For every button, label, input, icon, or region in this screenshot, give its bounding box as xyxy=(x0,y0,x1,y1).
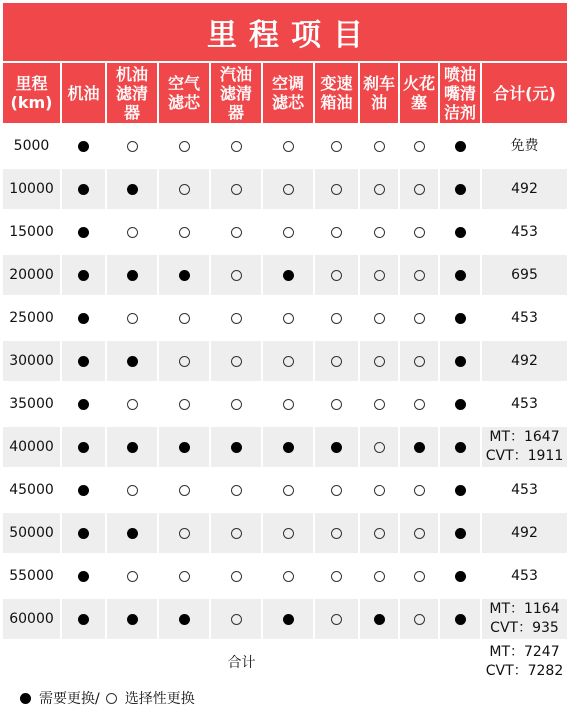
total-cell: 492 xyxy=(481,168,567,211)
hollow-circle-icon xyxy=(106,693,117,704)
item-cell xyxy=(210,125,262,168)
hollow-circle-icon xyxy=(283,356,294,367)
item-cell xyxy=(210,211,262,254)
item-cell xyxy=(210,469,262,512)
total-cell: 453 xyxy=(481,297,567,340)
filled-dot-icon xyxy=(78,485,89,496)
filled-dot-icon xyxy=(179,270,190,281)
item-cell xyxy=(61,512,106,555)
mileage-cell: 30000 xyxy=(3,340,61,383)
item-cell xyxy=(439,598,481,641)
filled-dot-icon xyxy=(455,356,466,367)
item-cell xyxy=(399,168,439,211)
hollow-circle-icon xyxy=(231,399,242,410)
item-cell xyxy=(61,211,106,254)
title-bar xyxy=(3,3,567,61)
filled-dot-icon xyxy=(455,270,466,281)
total-cell: 免费 xyxy=(481,125,567,168)
item-cell xyxy=(314,297,359,340)
table-body xyxy=(3,125,567,683)
item-cell xyxy=(158,168,210,211)
table-header-row xyxy=(3,63,567,125)
item-cell xyxy=(61,254,106,297)
table-row xyxy=(3,555,567,598)
item-cell xyxy=(439,555,481,598)
item-cell xyxy=(61,297,106,340)
hollow-circle-icon xyxy=(283,184,294,195)
legend xyxy=(20,688,195,708)
item-cell xyxy=(314,168,359,211)
item-cell xyxy=(439,125,481,168)
item-cell xyxy=(106,555,158,598)
item-cell xyxy=(262,211,314,254)
item-cell xyxy=(106,598,158,641)
mileage-cell: 25000 xyxy=(3,297,61,340)
hollow-circle-icon xyxy=(374,141,385,152)
header-cell: 空调 滤芯 xyxy=(262,63,314,125)
item-cell xyxy=(359,555,399,598)
total-cell: 492 xyxy=(481,340,567,383)
hollow-circle-icon xyxy=(374,184,385,195)
mileage-cell: 10000 xyxy=(3,168,61,211)
total-cell: 492 xyxy=(481,512,567,555)
header-cell: 里程 (km) xyxy=(3,63,61,125)
hollow-circle-icon xyxy=(374,227,385,238)
filled-dot-icon xyxy=(20,693,31,704)
item-cell xyxy=(439,469,481,512)
total-cell: 453 xyxy=(481,211,567,254)
item-cell xyxy=(359,469,399,512)
item-cell xyxy=(158,125,210,168)
hollow-circle-icon xyxy=(179,528,190,539)
hollow-circle-icon xyxy=(179,227,190,238)
item-cell xyxy=(399,340,439,383)
item-cell xyxy=(314,555,359,598)
hollow-circle-icon xyxy=(283,227,294,238)
item-cell xyxy=(210,254,262,297)
header-cell: 空气 滤芯 xyxy=(158,63,210,125)
total-cell: 695 xyxy=(481,254,567,297)
hollow-circle-icon xyxy=(374,356,385,367)
hollow-circle-icon xyxy=(414,356,425,367)
item-cell xyxy=(210,555,262,598)
item-cell xyxy=(61,340,106,383)
hollow-circle-icon xyxy=(374,485,385,496)
item-cell xyxy=(439,211,481,254)
total-cell: MT：1164 CVT：935 xyxy=(481,598,567,641)
item-cell xyxy=(359,125,399,168)
item-cell xyxy=(399,125,439,168)
table-row xyxy=(3,297,567,340)
hollow-circle-icon xyxy=(179,399,190,410)
mileage-cell: 15000 xyxy=(3,211,61,254)
item-cell xyxy=(399,297,439,340)
hollow-circle-icon xyxy=(231,614,242,625)
hollow-circle-icon xyxy=(179,184,190,195)
filled-dot-icon xyxy=(414,442,425,453)
hollow-circle-icon xyxy=(331,399,342,410)
table-row xyxy=(3,598,567,641)
filled-dot-icon xyxy=(374,614,385,625)
hollow-circle-icon xyxy=(179,571,190,582)
hollow-circle-icon xyxy=(414,571,425,582)
hollow-circle-icon xyxy=(374,313,385,324)
item-cell xyxy=(158,383,210,426)
item-cell xyxy=(61,168,106,211)
table-row xyxy=(3,125,567,168)
item-cell xyxy=(399,254,439,297)
filled-dot-icon xyxy=(78,141,89,152)
item-cell xyxy=(106,211,158,254)
item-cell xyxy=(314,426,359,469)
hollow-circle-icon xyxy=(231,270,242,281)
item-cell xyxy=(106,125,158,168)
filled-dot-icon xyxy=(127,614,138,625)
item-cell xyxy=(210,512,262,555)
item-cell xyxy=(359,211,399,254)
mileage-cell: 5000 xyxy=(3,125,61,168)
filled-dot-icon xyxy=(78,442,89,453)
hollow-circle-icon xyxy=(331,614,342,625)
hollow-circle-icon xyxy=(231,141,242,152)
item-cell xyxy=(359,426,399,469)
hollow-circle-icon xyxy=(231,528,242,539)
hollow-circle-icon xyxy=(231,227,242,238)
filled-dot-icon xyxy=(127,442,138,453)
item-cell xyxy=(106,297,158,340)
mileage-cell: 40000 xyxy=(3,426,61,469)
filled-dot-icon xyxy=(78,270,89,281)
hollow-circle-icon xyxy=(374,571,385,582)
hollow-circle-icon xyxy=(414,141,425,152)
item-cell xyxy=(262,598,314,641)
item-cell xyxy=(439,254,481,297)
item-cell xyxy=(314,469,359,512)
hollow-circle-icon xyxy=(127,313,138,324)
page-title: 里程项目 xyxy=(207,18,375,53)
hollow-circle-icon xyxy=(283,528,294,539)
hollow-circle-icon xyxy=(283,141,294,152)
item-cell xyxy=(439,383,481,426)
item-cell xyxy=(439,512,481,555)
filled-dot-icon xyxy=(78,227,89,238)
item-cell xyxy=(399,555,439,598)
mileage-cell: 55000 xyxy=(3,555,61,598)
item-cell xyxy=(314,254,359,297)
hollow-circle-icon xyxy=(374,528,385,539)
item-cell xyxy=(106,340,158,383)
filled-dot-icon xyxy=(78,399,89,410)
header-cell: 变速 箱油 xyxy=(314,63,359,125)
filled-dot-icon xyxy=(455,227,466,238)
header-cell: 机油 滤清 器 xyxy=(106,63,158,125)
hollow-circle-icon xyxy=(179,141,190,152)
item-cell xyxy=(210,598,262,641)
item-cell xyxy=(262,512,314,555)
item-cell xyxy=(106,426,158,469)
hollow-circle-icon xyxy=(231,184,242,195)
filled-dot-icon xyxy=(179,614,190,625)
item-cell xyxy=(106,383,158,426)
filled-dot-icon xyxy=(283,614,294,625)
item-cell xyxy=(262,125,314,168)
header-cell: 火花 塞 xyxy=(399,63,439,125)
filled-dot-icon xyxy=(455,571,466,582)
hollow-circle-icon xyxy=(231,313,242,324)
filled-dot-icon xyxy=(127,270,138,281)
hollow-circle-icon xyxy=(331,356,342,367)
item-cell xyxy=(61,555,106,598)
hollow-circle-icon xyxy=(127,399,138,410)
hollow-circle-icon xyxy=(414,270,425,281)
filled-dot-icon xyxy=(283,270,294,281)
filled-dot-icon xyxy=(78,571,89,582)
hollow-circle-icon xyxy=(331,184,342,195)
hollow-circle-icon xyxy=(374,399,385,410)
item-cell xyxy=(262,254,314,297)
filled-dot-icon xyxy=(179,442,190,453)
item-cell xyxy=(439,340,481,383)
hollow-circle-icon xyxy=(331,313,342,324)
hollow-circle-icon xyxy=(331,571,342,582)
hollow-circle-icon xyxy=(331,227,342,238)
item-cell xyxy=(262,340,314,383)
mileage-cell: 60000 xyxy=(3,598,61,641)
item-cell xyxy=(262,555,314,598)
filled-dot-icon xyxy=(455,399,466,410)
item-cell xyxy=(158,469,210,512)
mileage-cell: 50000 xyxy=(3,512,61,555)
item-cell xyxy=(314,211,359,254)
table-row xyxy=(3,383,567,426)
item-cell xyxy=(359,512,399,555)
hollow-circle-icon xyxy=(231,356,242,367)
table-row xyxy=(3,340,567,383)
item-cell xyxy=(210,340,262,383)
total-cell: MT：1647 CVT：1911 xyxy=(481,426,567,469)
table-row xyxy=(3,211,567,254)
filled-dot-icon xyxy=(455,184,466,195)
hollow-circle-icon xyxy=(231,571,242,582)
item-cell xyxy=(158,297,210,340)
item-cell xyxy=(262,383,314,426)
legend-optional-label: 选择性更换 xyxy=(124,691,195,707)
table-row xyxy=(3,512,567,555)
hollow-circle-icon xyxy=(127,571,138,582)
item-cell xyxy=(359,598,399,641)
hollow-circle-icon xyxy=(414,399,425,410)
item-cell xyxy=(399,211,439,254)
item-cell xyxy=(210,297,262,340)
header-cell: 机油 xyxy=(61,63,106,125)
summary-label: 合计 xyxy=(3,641,481,683)
item-cell xyxy=(106,254,158,297)
filled-dot-icon xyxy=(231,442,242,453)
header-cell: 合计(元) xyxy=(481,63,567,125)
header-cell: 汽油 滤清 器 xyxy=(210,63,262,125)
hollow-circle-icon xyxy=(231,485,242,496)
total-cell: 453 xyxy=(481,469,567,512)
filled-dot-icon xyxy=(455,442,466,453)
filled-dot-icon xyxy=(283,442,294,453)
item-cell xyxy=(106,469,158,512)
item-cell xyxy=(399,469,439,512)
hollow-circle-icon xyxy=(374,442,385,453)
filled-dot-icon xyxy=(78,313,89,324)
mileage-cell: 35000 xyxy=(3,383,61,426)
filled-dot-icon xyxy=(127,356,138,367)
total-cell: 453 xyxy=(481,383,567,426)
item-cell xyxy=(399,426,439,469)
item-cell xyxy=(262,297,314,340)
item-cell xyxy=(314,383,359,426)
item-cell xyxy=(61,383,106,426)
summary-total: MT：7247 CVT：7282 xyxy=(481,641,567,683)
item-cell xyxy=(399,512,439,555)
hollow-circle-icon xyxy=(127,485,138,496)
hollow-circle-icon xyxy=(414,227,425,238)
table-row xyxy=(3,469,567,512)
filled-dot-icon xyxy=(455,313,466,324)
filled-dot-icon xyxy=(455,528,466,539)
filled-dot-icon xyxy=(455,141,466,152)
item-cell xyxy=(158,340,210,383)
filled-dot-icon xyxy=(455,485,466,496)
item-cell xyxy=(314,340,359,383)
item-cell xyxy=(262,426,314,469)
item-cell xyxy=(106,512,158,555)
item-cell xyxy=(262,168,314,211)
item-cell xyxy=(210,383,262,426)
hollow-circle-icon xyxy=(127,227,138,238)
hollow-circle-icon xyxy=(179,356,190,367)
hollow-circle-icon xyxy=(414,184,425,195)
item-cell xyxy=(158,254,210,297)
hollow-circle-icon xyxy=(414,614,425,625)
mileage-cell: 45000 xyxy=(3,469,61,512)
filled-dot-icon xyxy=(127,184,138,195)
hollow-circle-icon xyxy=(283,571,294,582)
item-cell xyxy=(158,426,210,469)
item-cell xyxy=(210,168,262,211)
hollow-circle-icon xyxy=(283,313,294,324)
filled-dot-icon xyxy=(127,528,138,539)
item-cell xyxy=(106,168,158,211)
item-cell xyxy=(359,340,399,383)
hollow-circle-icon xyxy=(414,313,425,324)
item-cell xyxy=(399,598,439,641)
item-cell xyxy=(439,426,481,469)
hollow-circle-icon xyxy=(331,528,342,539)
hollow-circle-icon xyxy=(331,485,342,496)
hollow-circle-icon xyxy=(331,141,342,152)
item-cell xyxy=(359,168,399,211)
hollow-circle-icon xyxy=(374,270,385,281)
table-row xyxy=(3,168,567,211)
item-cell xyxy=(61,125,106,168)
item-cell xyxy=(359,383,399,426)
legend-required-label: 需要更换/ xyxy=(39,691,100,707)
hollow-circle-icon xyxy=(179,485,190,496)
item-cell xyxy=(61,598,106,641)
hollow-circle-icon xyxy=(179,313,190,324)
filled-dot-icon xyxy=(78,614,89,625)
item-cell xyxy=(359,297,399,340)
hollow-circle-icon xyxy=(331,270,342,281)
item-cell xyxy=(158,555,210,598)
item-cell xyxy=(158,512,210,555)
table-row xyxy=(3,254,567,297)
item-cell xyxy=(61,426,106,469)
item-cell xyxy=(359,254,399,297)
item-cell xyxy=(158,211,210,254)
item-cell xyxy=(262,469,314,512)
item-cell xyxy=(399,383,439,426)
hollow-circle-icon xyxy=(283,485,294,496)
filled-dot-icon xyxy=(455,614,466,625)
hollow-circle-icon xyxy=(283,399,294,410)
item-cell xyxy=(210,426,262,469)
maintenance-table xyxy=(3,63,567,682)
total-cell: 453 xyxy=(481,555,567,598)
item-cell xyxy=(439,168,481,211)
item-cell xyxy=(158,598,210,641)
hollow-circle-icon xyxy=(414,528,425,539)
filled-dot-icon xyxy=(331,442,342,453)
hollow-circle-icon xyxy=(127,141,138,152)
mileage-cell: 20000 xyxy=(3,254,61,297)
header-cell: 刹车 油 xyxy=(359,63,399,125)
item-cell xyxy=(314,512,359,555)
filled-dot-icon xyxy=(78,528,89,539)
hollow-circle-icon xyxy=(414,485,425,496)
table-row xyxy=(3,426,567,469)
item-cell xyxy=(439,297,481,340)
header-cell: 喷油 嘴清 洁剂 xyxy=(439,63,481,125)
item-cell xyxy=(314,598,359,641)
filled-dot-icon xyxy=(78,184,89,195)
filled-dot-icon xyxy=(78,356,89,367)
item-cell xyxy=(61,469,106,512)
item-cell xyxy=(314,125,359,168)
summary-row xyxy=(3,641,567,683)
